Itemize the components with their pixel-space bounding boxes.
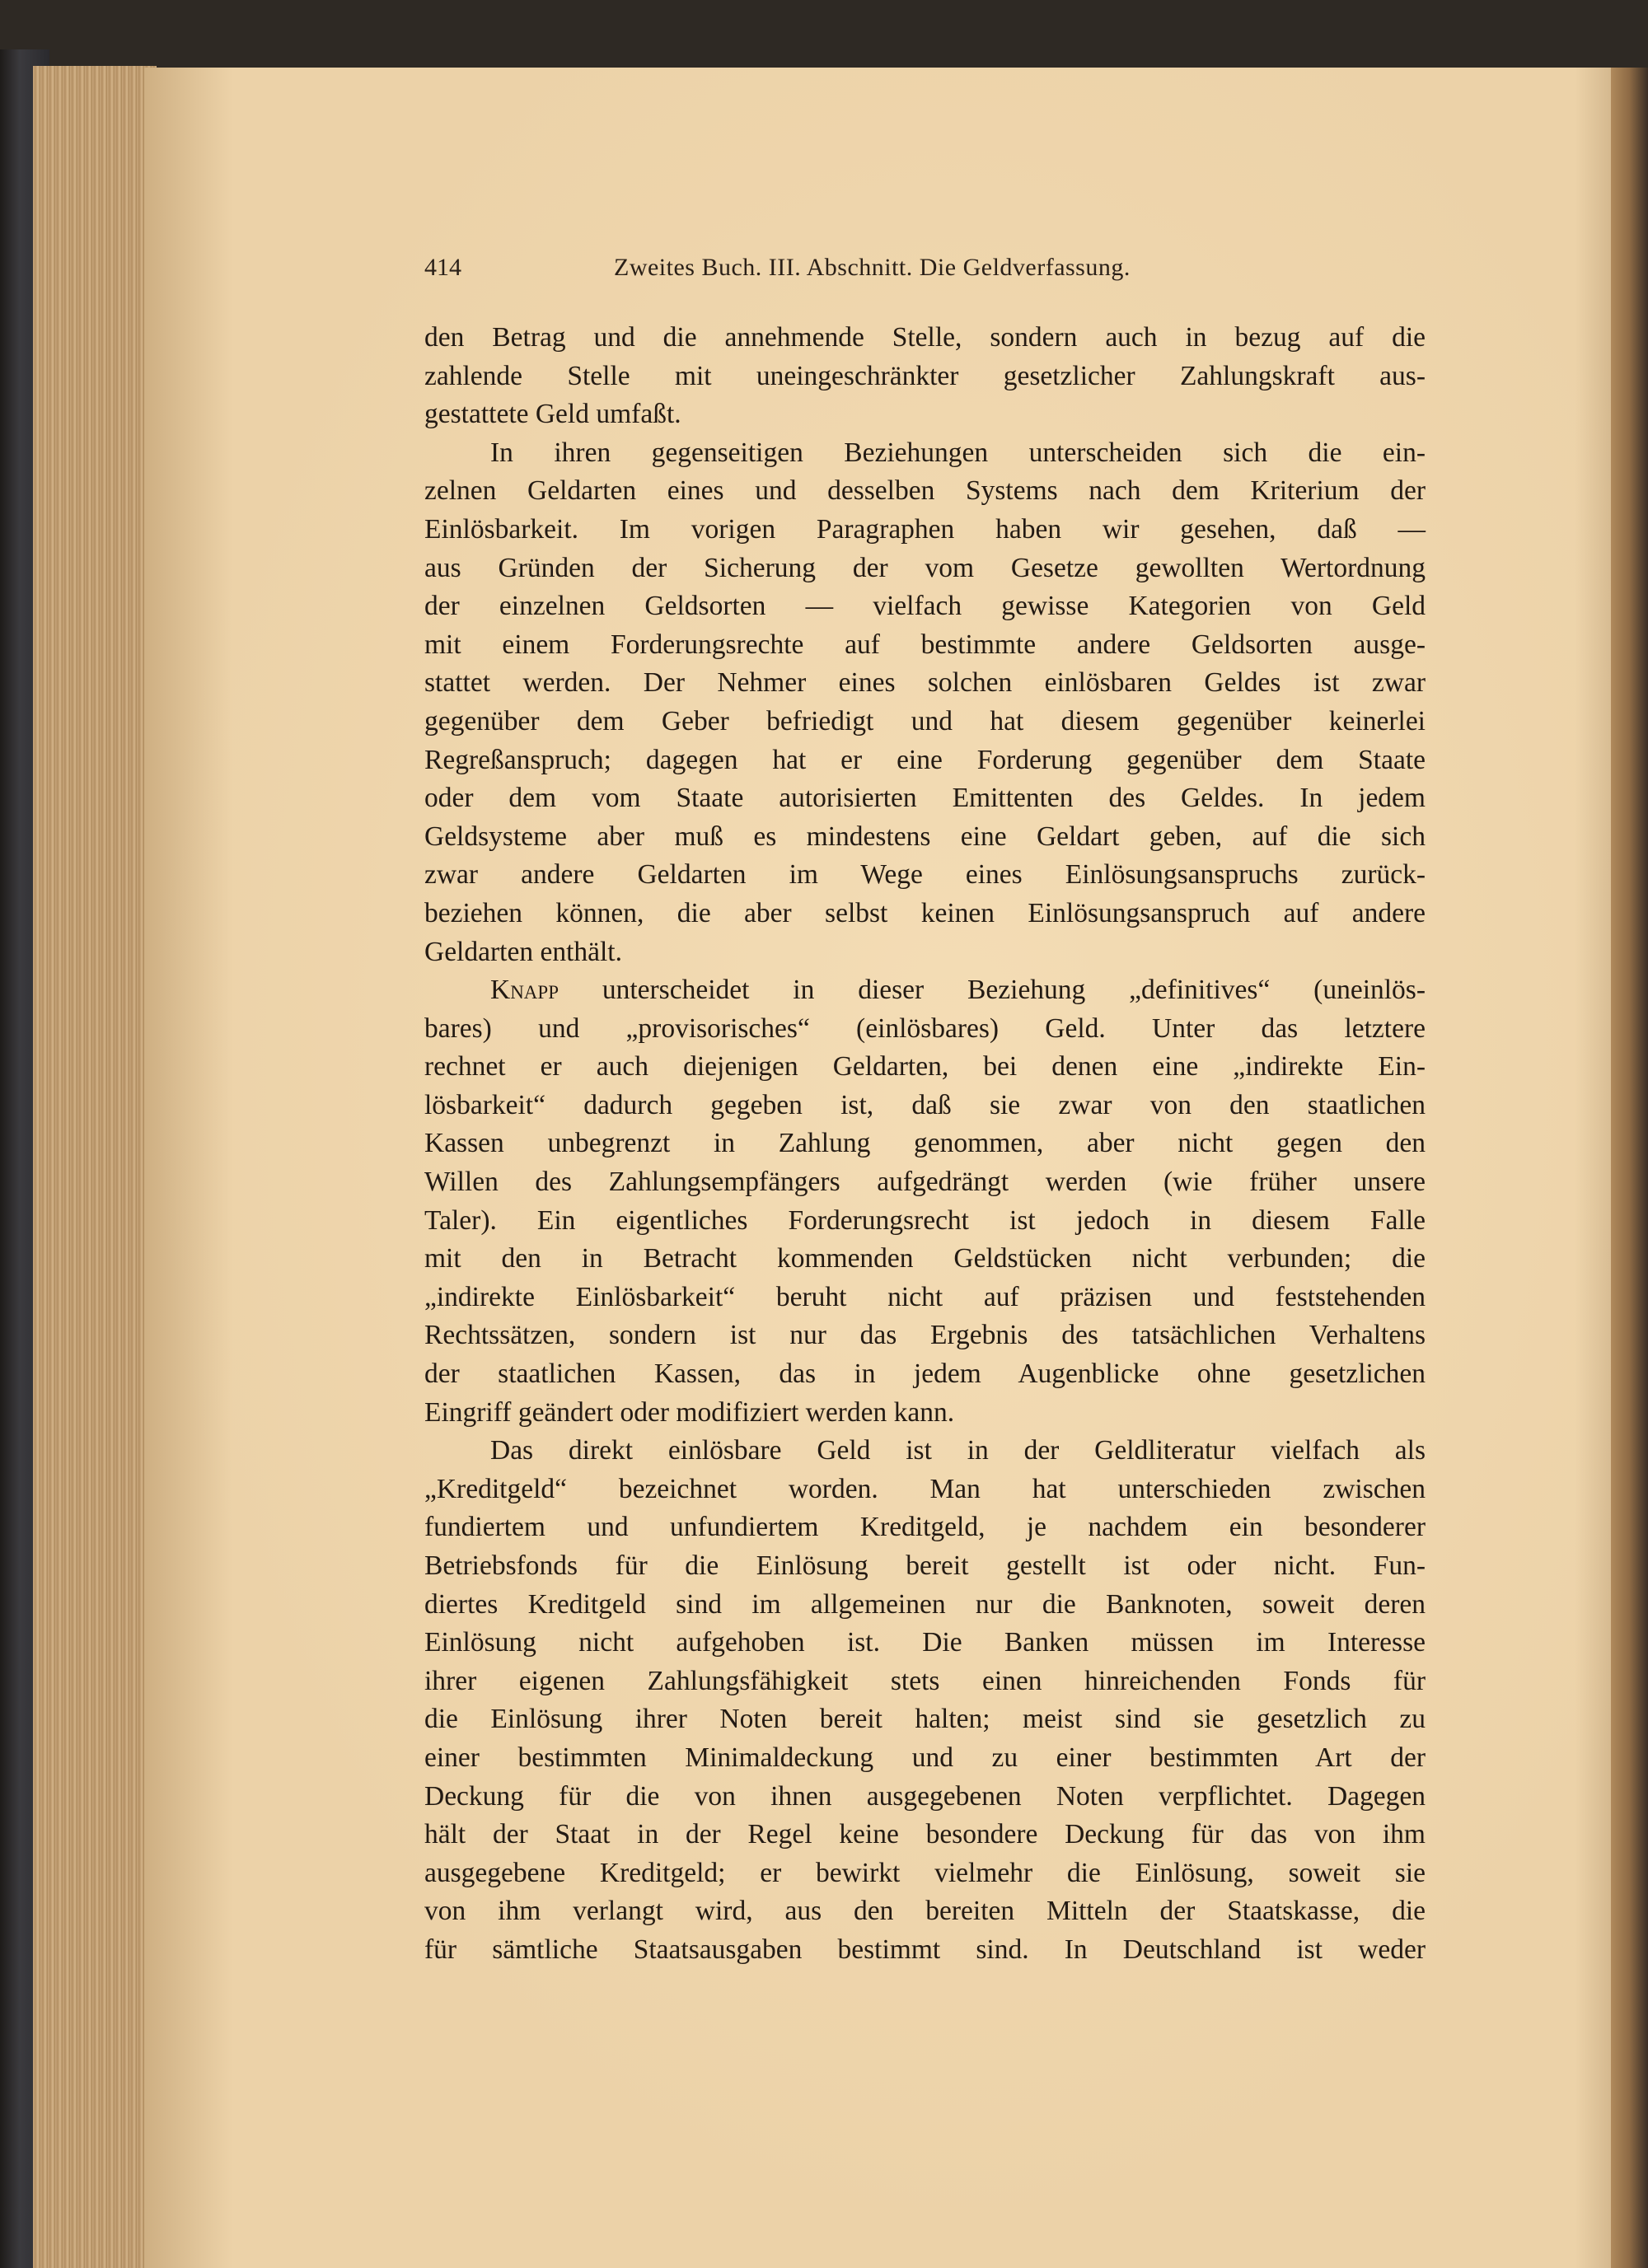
text-line: zelnen Geldarten eines und desselben Systems nach dem Kriterium der [424, 475, 1426, 507]
running-title: Zweites Buch. III. Abschnitt. Die Geldverfassung. [614, 254, 1131, 281]
text-line: „Kreditgeld“ bezeichnet worden. Man hat unterschieden zwischen [424, 1473, 1426, 1504]
text-line: Deckung für die von ihnen ausgegebenen Noten verpflichtet. Dagegen [424, 1780, 1426, 1812]
text-line: Einlösbarkeit. Im vorigen Paragraphen haben wir gesehen, daß — [424, 513, 1426, 545]
text-line: Eingriff geändert oder modifiziert werden kann. [424, 1396, 955, 1428]
page-right-edge [1611, 68, 1648, 2268]
page-number: 414 [424, 254, 461, 281]
text-line: Regreßanspruch; dagegen hat er eine Forderung gegenüber dem Staate [424, 744, 1426, 775]
text-line: zahlende Stelle mit uneingeschränkter gesetzlicher Zahlungskraft aus- [424, 360, 1426, 391]
text-line: Geldsysteme aber muß es mindestens eine Geldart geben, auf die sich [424, 821, 1426, 852]
text-line: den Betrag und die annehmende Stelle, sondern auch in bezug auf die [424, 322, 1426, 353]
text-line: Taler). Ein eigentliches Forderungsrecht ist jedoch in diesem Falle [424, 1204, 1426, 1236]
text-line: die Einlösung ihrer Noten bereit halten; meist sind sie gesetzlich zu [424, 1704, 1426, 1735]
text-line: bares) und „provisorisches“ (einlösbares) Geld. Unter das letztere [424, 1012, 1426, 1044]
text-line: Das direkt einlösbare Geld ist in der Geldliteratur vielfach als [490, 1435, 1426, 1466]
text-line: zwar andere Geldarten im Wege eines Einlösungsanspruchs zurück- [424, 859, 1426, 891]
text-line: lösbarkeit“ dadurch gegeben ist, daß sie zwar von den staatlichen [424, 1089, 1426, 1120]
page-edges [33, 66, 157, 2268]
body-text [424, 319, 1426, 1970]
text-line [424, 971, 1426, 1010]
text-line: aus Gründen der Sicherung der vom Gesetze gewollten Wertordnung [424, 552, 1426, 583]
text-line: mit einem Forderungsrechte auf bestimmte andere Geldsorten ausge- [424, 629, 1426, 660]
text-line: „indirekte Einlösbarkeit“ beruht nicht auf präzisen und feststehenden [424, 1281, 1426, 1312]
text-line: diertes Kreditgeld sind im allgemeinen nur die Banknoten, soweit deren [424, 1588, 1426, 1620]
text-line: stattet werden. Der Nehmer eines solchen einlösbaren Geldes ist zwar [424, 667, 1426, 699]
text-line: der einzelnen Geldsorten — vielfach gewisse Kategorien von Geld [424, 591, 1426, 622]
text-line: einer bestimmten Minimaldeckung und zu einer bestimmten Art der [424, 1742, 1426, 1773]
text-line: beziehen können, die aber selbst keinen Einlösungsanspruch auf andere [424, 897, 1426, 928]
text-line: Geldarten enthält. [424, 936, 622, 967]
text-line: oder dem vom Staate autorisierten Emittenten des Geldes. In jedem [424, 783, 1426, 814]
text-line: Einlösung nicht aufgehoben ist. Die Banken müssen im Interesse [424, 1627, 1426, 1658]
text-line: In ihren gegenseitigen Beziehungen unterscheiden sich die ein- [490, 437, 1426, 468]
text-line: Rechtssätzen, sondern ist nur das Ergebnis des tatsächlichen Verhaltens [424, 1320, 1426, 1351]
text-line: ihrer eigenen Zahlungsfähigkeit stets einen hinreichenden Fonds für [424, 1665, 1426, 1696]
text-line: Kassen unbegrenzt in Zahlung genommen, aber nicht gegen den [424, 1128, 1426, 1159]
author-name: Knapp [490, 975, 559, 1006]
text-line: der staatlichen Kassen, das in jedem Augenblicke ohne gesetzlichen [424, 1358, 1426, 1390]
text-line: ausgegebene Kreditgeld; er bewirkt vielmehr die Einlösung, soweit sie [424, 1857, 1426, 1888]
text-line: gestattete Geld umfaßt. [424, 399, 681, 430]
text-line: für sämtliche Staatsausgaben bestimmt sind. In Deutschland ist weder [424, 1934, 1426, 1965]
text-line: von ihm verlangt wird, aus den bereiten Mitteln der Staatskasse, die [424, 1896, 1426, 1927]
text-line: gegenüber dem Geber befriedigt und hat diesem gegenüber keinerlei [424, 705, 1426, 737]
text-line: Betriebsfonds für die Einlösung bereit gestellt ist oder nicht. Fun- [424, 1550, 1426, 1581]
text-line: rechnet er auch diejenigen Geldarten, bei denen eine „indirekte Ein- [424, 1051, 1426, 1083]
text-line: hält der Staat in der Regel keine besondere Deckung für das von ihm [424, 1819, 1426, 1850]
text-line: mit den in Betracht kommenden Geldstücken nicht verbunden; die [424, 1243, 1426, 1274]
text-line: Willen des Zahlungsempfängers aufgedrängt werden (wie früher unsere [424, 1167, 1426, 1198]
line-rest: unterscheidet in dieser Beziehung „definitives“ (uneinlös- [559, 975, 1426, 1006]
text-line: fundiertem und unfundiertem Kreditgeld, je nachdem ein besonderer [424, 1512, 1426, 1543]
